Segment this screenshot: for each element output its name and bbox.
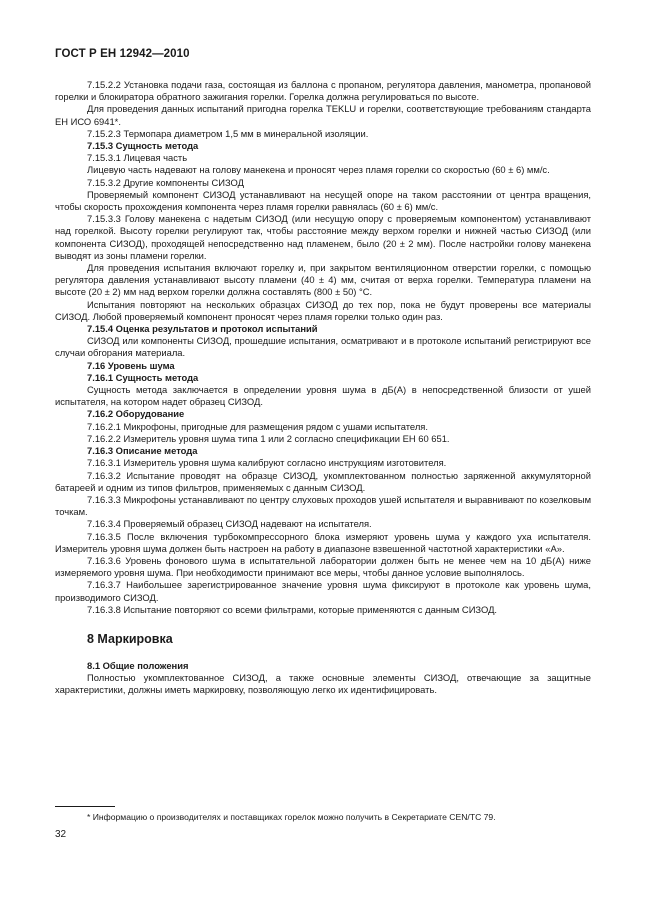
paragraph: 7.16.2.1 Микрофоны, пригодные для размещения рядом с ушами испытателя. bbox=[87, 420, 428, 432]
paragraph: 7.16.2.2 Измеритель уровня шума типа 1 или 2 согласно спецификации ЕН 60 651. bbox=[87, 432, 450, 444]
subsection-heading: 7.15.4 Оценка результатов и протокол испытаний bbox=[87, 323, 318, 335]
paragraph: 7.16.3.5 После включения турбокомпрессорного блока измеряют уровень шума у каждого уха испытателя. Измеритель уровня шума должен быть настроен на работу в диапазоне взвешенной частотной характеристики «А». bbox=[55, 530, 591, 554]
subsection-heading: 7.16 Уровень шума bbox=[87, 359, 175, 371]
paragraph: Лицевую часть надевают на голову манекена и проносят через пламя горелки со скоростью (60 ± 6) мм/с. bbox=[87, 164, 550, 176]
paragraph: 7.16.3.1 Измеритель уровня шума калибруют согласно инструкциям изготовителя. bbox=[87, 457, 447, 469]
footnote-divider bbox=[55, 806, 115, 807]
paragraph: 7.15.2.3 Термопара диаметром 1,5 мм в минеральной изоляции. bbox=[87, 127, 369, 139]
document-header: ГОСТ Р ЕН 12942—2010 bbox=[55, 48, 190, 60]
footnote: * Информацию о производителях и поставщиках горелок можно получить в Секретариате CEN/TC 79. bbox=[87, 812, 496, 822]
page-body bbox=[55, 79, 591, 697]
page-number: 32 bbox=[55, 829, 67, 840]
paragraph: Для проведения испытания включают горелку и, при закрытом вентиляционном отверстии горелки, с помощью регулятора давления устанавливают высоту пламени (40 ± 4) мм, считая от верха горелки. Температура пламени на высоте (20 ± 2) мм над верхом горелки должна составлять (800 ± 50) °С. bbox=[55, 262, 591, 298]
subsection-heading: 7.16.3 Описание метода bbox=[87, 445, 198, 457]
paragraph: 7.15.2.2 Установка подачи газа, состоящая из баллона с пропаном, регулятора давления, манометра, пропановой горелки и блокиратора обратного зажигания горелки. Горелка должна регулироваться по высоте. bbox=[55, 79, 591, 103]
paragraph: 7.15.3.1 Лицевая часть bbox=[87, 152, 188, 164]
paragraph: 7.15.3.2 Другие компоненты СИЗОД bbox=[87, 176, 244, 188]
paragraph: Полностью укомплектованное СИЗОД, а также основные элементы СИЗОД, отвечающие за защитные характеристики, должны иметь маркировку, позволяющую легко их идентифицировать. bbox=[55, 672, 591, 696]
section-heading-marking: 8 Маркировка bbox=[87, 631, 173, 646]
subsection-heading: 7.16.1 Сущность метода bbox=[87, 371, 199, 383]
paragraph: 7.15.3.3 Голову манекена с надетым СИЗОД (или несущую опору с проверяемым компонентом) устанавливают над горелкой. Высоту горелки регулируют так, чтобы расстояние между верхом горелки и нижней частью СИЗОД (или компонента СИЗОД), проходящей непосредственно над пламенем, было (20 ± 2 мм). После настройки голову манекена выводят из зоны пламени горелки. bbox=[55, 213, 591, 261]
subsection-heading: 8.1 Общие положения bbox=[87, 659, 189, 671]
subsection-heading: 7.16.2 Оборудование bbox=[87, 408, 185, 420]
paragraph: Проверяемый компонент СИЗОД устанавливают на несущей опоре на таком расстоянии от центра вращения, чтобы скорость прохождения компонента через пламя горелки равнялась (60 ± 6) мм/с. bbox=[55, 188, 591, 213]
paragraph: Для проведения данных испытаний пригодна горелка TEKLU и горелки, соответствующие требованиям стандарта ЕН ИСО 6941*. bbox=[55, 103, 591, 127]
paragraph: 7.16.3.7 Наибольшее зарегистрированное значение уровня шума фиксируют в протоколе как уровень шума, производимого СИЗОД. bbox=[55, 579, 591, 603]
paragraph: СИЗОД или компоненты СИЗОД, прошедшие испытания, осматривают и в протоколе испытаний регистрируют все случаи обгорания материала. bbox=[55, 335, 591, 359]
paragraph: Сущность метода заключается в определении уровня шума в дБ(А) в непосредственной близости от ушей испытателя, на котором надет образец СИЗОД. bbox=[55, 384, 591, 408]
subsection-heading: 7.15.3 Сущность метода bbox=[87, 140, 199, 152]
paragraph: 7.16.3.6 Уровень фонового шума в испытательной лаборатории должен быть не менее чем на 10 дБ(А) ниже измеряемого уровня шума. При необходимости принимают все меры, чтобы данное условие выполнялось. bbox=[55, 554, 591, 579]
paragraph: 7.16.3.2 Испытание проводят на образце СИЗОД, укомплектованном полностью заряженной аккумуляторной батареей и одним из типов фильтров, применяемых с данным СИЗОД. bbox=[55, 469, 591, 493]
paragraph: Испытания повторяют на нескольких образцах СИЗОД до тех пор, пока не будут проверены все материалы СИЗОД. Любой проверяемый компонент проносят через пламя горелки только один раз. bbox=[55, 298, 591, 322]
paragraph: 7.16.3.8 Испытание повторяют со всеми фильтрами, которые применяются с данным СИЗОД. bbox=[87, 603, 498, 615]
paragraph: 7.16.3.3 Микрофоны устанавливают по центру слуховых проходов ушей испытателя и выравнивают по козелковым точкам. bbox=[55, 493, 592, 518]
paragraph: 7.16.3.4 Проверяемый образец СИЗОД надевают на испытателя. bbox=[87, 518, 372, 530]
